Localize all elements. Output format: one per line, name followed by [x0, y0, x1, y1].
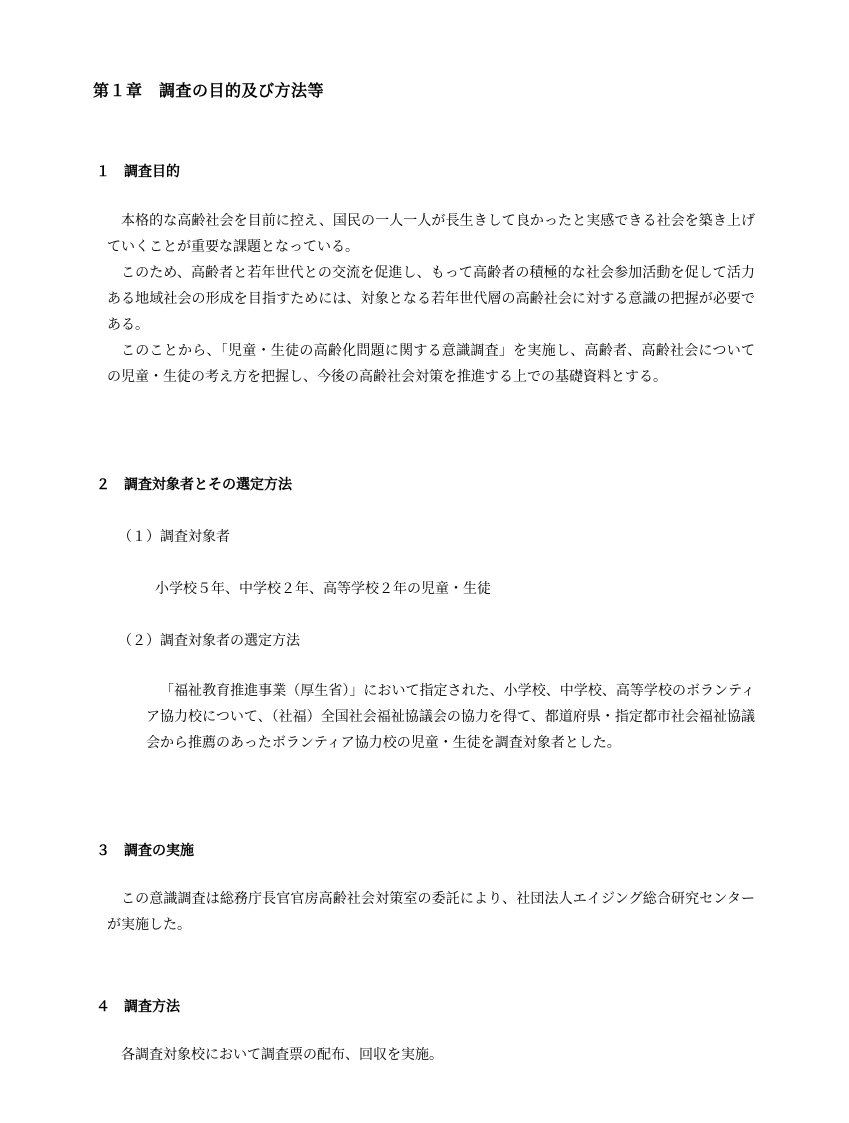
subsection-text-2: 「福祉教育推進事業（厚生省）」において指定された、小学校、中学校、高等学校のボランティア協力校について、（社福）全国社会福祉協議会の協力を得て、都道府県・指定都市社会福祉協議会から推薦のあったボランティア協力校の児童・生徒を調査対象者とした。	[146, 683, 755, 751]
subsection-heading-1: （１）調査対象者	[118, 529, 230, 545]
chapter-title: 第１章 調査の目的及び方法等	[93, 81, 325, 100]
section-number: ２	[96, 477, 110, 493]
section-1-paragraph-3: このことから、「児童・生徒の高齢化問題に関する意識調査」を実施し、高齢者、高齢社会についての児童・生徒の考え方を把握し、今後の高齢社会対策を推進する上での基礎資料とする。	[107, 343, 755, 385]
section-heading-3	[96, 840, 194, 860]
section-4-paragraph-1: 各調査対象校において調査票の配布、回収を実施。	[121, 1047, 443, 1063]
section-title: 調査対象者とその選定方法	[124, 477, 292, 493]
subsection-text-1: 小学校５年、中学校２年、高等学校２年の児童・生徒	[155, 581, 491, 597]
section-title: 調査方法	[124, 999, 180, 1015]
section-number: ４	[96, 999, 110, 1015]
subsection-heading-2: （２）調査対象者の選定方法	[118, 633, 300, 649]
section-1-paragraph-1: 本格的な高齢社会を目前に控え、国民の一人一人が長生きして良かったと実感できる社会を築き上げていくことが重要な課題となっている。	[107, 213, 755, 255]
section-heading-2	[96, 474, 292, 494]
section-title: 調査目的	[124, 164, 180, 180]
section-number: ３	[96, 843, 110, 859]
section-heading-1	[96, 161, 180, 181]
section-1-paragraph-2: このため、高齢者と若年世代との交流を促進し、もって高齢者の積極的な社会参加活動を促して活力ある地域社会の形成を目指すためには、対象となる若年世代層の高齢社会に対する意識の把握が必要である。	[107, 265, 755, 333]
section-number: １	[96, 164, 110, 180]
section-3-paragraph-1: この意識調査は総務庁長官官房高齢社会対策室の委託により、社団法人エイジング総合研究センターが実施した。	[107, 891, 755, 933]
section-heading-4	[96, 996, 180, 1016]
section-title: 調査の実施	[124, 843, 194, 859]
